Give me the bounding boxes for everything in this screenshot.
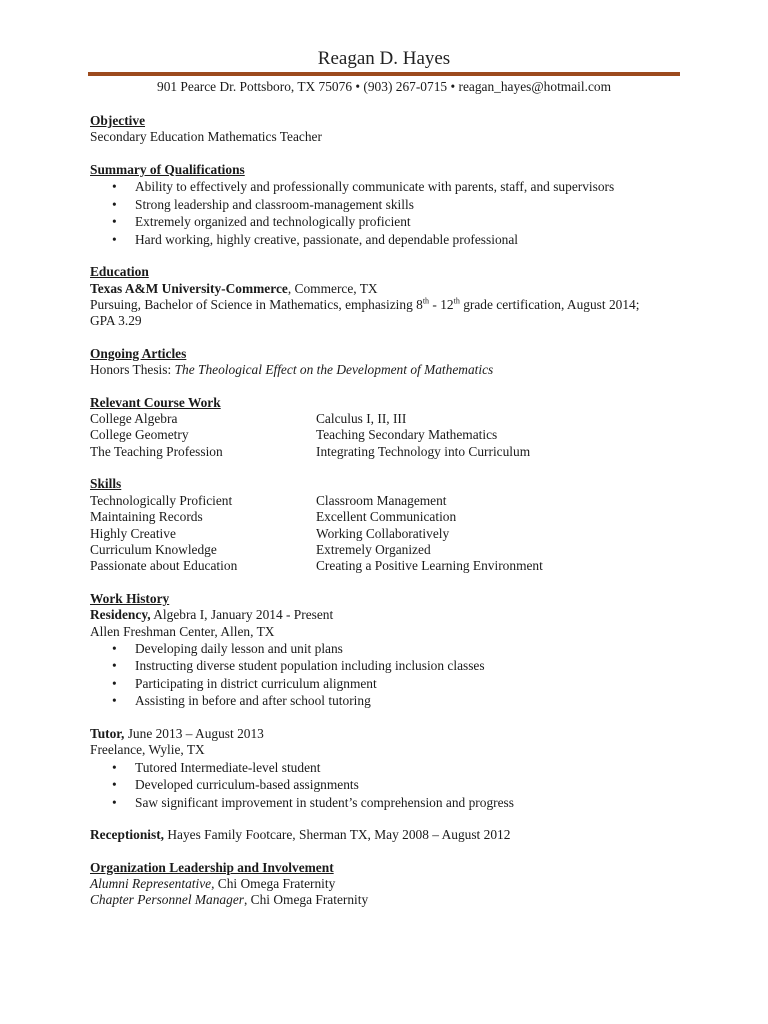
job-title-line bbox=[90, 607, 680, 623]
list-item: Highly Creative bbox=[90, 525, 176, 541]
thesis-title: The Theological Effect on the Development of Mathematics bbox=[174, 362, 494, 378]
thesis-line bbox=[90, 362, 680, 378]
bullet-icon: • bbox=[112, 759, 117, 775]
list-item: College Geometry bbox=[90, 427, 189, 443]
list-item: College Algebra bbox=[90, 411, 178, 427]
bullet-icon: • bbox=[112, 794, 117, 810]
org-role: Alumni Representative bbox=[90, 876, 212, 892]
coursework-table bbox=[90, 411, 680, 460]
bullet-icon: • bbox=[112, 179, 117, 195]
articles-heading: Ongoing Articles bbox=[90, 345, 187, 361]
school-line bbox=[90, 281, 680, 297]
list-item: Maintaining Records bbox=[90, 509, 203, 525]
coursework-heading: Relevant Course Work bbox=[90, 394, 221, 410]
list-item: • Saw significant improvement in student’s comprehension and progress bbox=[112, 794, 514, 810]
coursework-column bbox=[90, 411, 316, 460]
list-item: Working Collaboratively bbox=[316, 525, 450, 541]
list-item: Passionate about Education bbox=[90, 558, 238, 574]
separator: • bbox=[352, 79, 364, 94]
list-item: Extremely Organized bbox=[316, 541, 431, 557]
skills-table bbox=[90, 493, 680, 575]
job-place: Freelance, Wylie, TX bbox=[90, 742, 205, 758]
candidate-name: Reagan D. Hayes bbox=[317, 48, 451, 69]
skills-column bbox=[316, 493, 680, 575]
qualifications-list bbox=[90, 178, 680, 248]
job-title-line bbox=[90, 827, 680, 843]
list-item: • Developing daily lesson and unit plans bbox=[112, 640, 343, 656]
separator: • bbox=[447, 79, 459, 94]
bullet-icon: • bbox=[112, 658, 117, 674]
job-detail: Hayes Family Footcare, Sherman TX, May 2008 – August 2012 bbox=[164, 827, 511, 843]
org-name: , Chi Omega Fraternity bbox=[211, 876, 336, 892]
header-rule bbox=[88, 72, 680, 76]
job-detail: June 2013 – August 2013 bbox=[124, 725, 264, 741]
organization-item bbox=[90, 892, 680, 908]
job-duties-list bbox=[90, 759, 680, 812]
address: 901 Pearce Dr. Pottsboro, TX 75076 bbox=[157, 79, 353, 94]
bullet-icon: • bbox=[112, 777, 117, 793]
bullet-icon: • bbox=[112, 693, 117, 709]
objective-text: Secondary Education Mathematics Teacher bbox=[90, 129, 322, 145]
list-item: Curriculum Knowledge bbox=[90, 541, 217, 557]
list-item: Classroom Management bbox=[316, 492, 447, 508]
list-item: • Participating in district curriculum alignment bbox=[112, 675, 377, 691]
bullet-icon: • bbox=[112, 231, 117, 247]
bullet-icon: • bbox=[112, 214, 117, 230]
list-item: • Strong leadership and classroom-management skills bbox=[112, 196, 414, 212]
list-item: Teaching Secondary Mathematics bbox=[316, 427, 498, 443]
organizations-heading: Organization Leadership and Involvement bbox=[90, 859, 334, 875]
skills-column bbox=[90, 493, 316, 575]
qualifications-heading: Summary of Qualifications bbox=[90, 161, 245, 177]
job-title-line bbox=[90, 726, 680, 742]
school-location: , Commerce, TX bbox=[287, 280, 378, 296]
list-item: Creating a Positive Learning Environment bbox=[316, 558, 543, 574]
list-item: Calculus I, II, III bbox=[316, 411, 407, 427]
education-heading: Education bbox=[90, 264, 149, 280]
job-role: Tutor, bbox=[90, 725, 125, 741]
list-item: • Instructing diverse student population including inclusion classes bbox=[112, 658, 485, 674]
job-role: Residency, bbox=[90, 607, 151, 623]
bullet-icon: • bbox=[112, 196, 117, 212]
list-item: • Developed curriculum-based assignments bbox=[112, 777, 359, 793]
thesis-label: Honors Thesis: bbox=[90, 362, 175, 378]
contact-line bbox=[0, 79, 768, 95]
list-item: • Tutored Intermediate-level student bbox=[112, 759, 321, 775]
organization-item bbox=[90, 876, 680, 892]
skills-heading: Skills bbox=[90, 476, 122, 492]
list-item: • Ability to effectively and professionally communicate with parents, staff, and supervisors bbox=[112, 179, 615, 195]
job-place: Allen Freshman Center, Allen, TX bbox=[90, 623, 275, 639]
list-item: Integrating Technology into Curriculum bbox=[316, 443, 531, 459]
job-role: Receptionist, bbox=[90, 827, 165, 843]
list-item: Technologically Proficient bbox=[90, 492, 233, 508]
list-item: • Extremely organized and technologically proficient bbox=[112, 214, 411, 230]
bullet-icon: • bbox=[112, 640, 117, 656]
list-item: • Hard working, highly creative, passionate, and dependable professional bbox=[112, 231, 518, 247]
degree-line: Pursuing, Bachelor of Science in Mathematics, emphasizing 8th - 12th grade certification, August 2014; bbox=[90, 296, 640, 313]
gpa: GPA 3.29 bbox=[90, 313, 142, 329]
list-item: The Teaching Profession bbox=[90, 443, 223, 459]
email: reagan_hayes@hotmail.com bbox=[458, 79, 611, 94]
work-heading: Work History bbox=[90, 590, 170, 606]
coursework-column bbox=[316, 411, 680, 460]
list-item: Excellent Communication bbox=[316, 509, 457, 525]
job-detail: Algebra I, January 2014 - Present bbox=[150, 607, 334, 623]
school-name: Texas A&M University-Commerce bbox=[90, 280, 288, 296]
resume-body bbox=[90, 113, 680, 909]
objective-heading: Objective bbox=[90, 113, 146, 128]
job-duties-list bbox=[90, 640, 680, 710]
list-item: • Assisting in before and after school tutoring bbox=[112, 693, 371, 709]
phone: (903) 267-0715 bbox=[363, 79, 448, 94]
bullet-icon: • bbox=[112, 675, 117, 691]
org-role: Chapter Personnel Manager bbox=[90, 892, 244, 908]
org-name: , Chi Omega Fraternity bbox=[243, 892, 369, 908]
